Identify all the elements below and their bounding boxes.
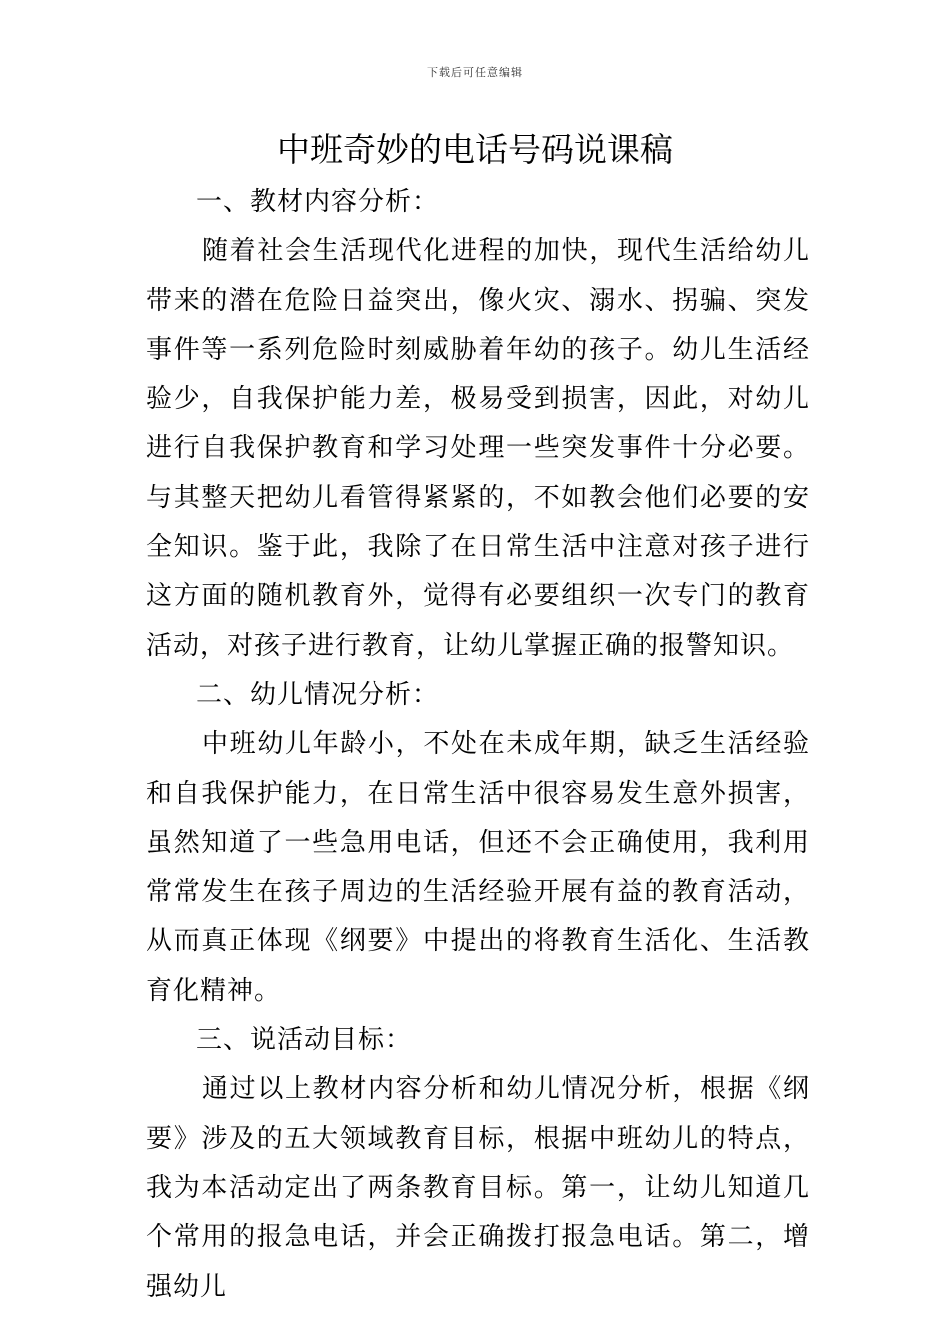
section-heading-children: 二、幼儿情况分析： (196, 679, 440, 710)
section-heading-objectives: 三、说活动目标： (196, 1025, 413, 1056)
section-body-children: 中班幼儿年龄小，不处在未成年期，缺乏生活经验和自我保护能力，在日常生活中很容易发生意外损害，虽然知道了一些急用电话，但还不会正确使用，我利用常常发生在孩子周边的生活经验开展有益的教育活动，从而真正体现《纲要》中提出的将教育生活化、生活教育化精神。 (146, 729, 810, 1006)
document-body (146, 178, 810, 1312)
section-heading-materials: 一、教材内容分析： (196, 187, 440, 217)
section-body-objectives: 通过以上教材内容分析和幼儿情况分析，根据《纲要》涉及的五大领域教育目标，根据中班幼儿的特点，我为本活动定出了两条教育目标。第一，让幼儿知道几个常用的报急电话，并会正确拨打报急电话。第二，增强幼儿 (146, 1074, 810, 1302)
section-body-materials: 随着社会生活现代化进程的加快，现代生活给幼儿带来的潜在危险日益突出，像火灾、溺水、拐骗、突发事件等一系列危险时刻威胁着年幼的孩子。幼儿生活经验少，自我保护能力差，极易受到损害，因此，对幼儿进行自我保护教育和学习处理一些突发事件十分必要。与其整天把幼儿看管得紧紧的，不如教会他们必要的安全知识。鉴于此，我除了在日常生活中注意对孩子进行这方面的随机教育外，觉得有必要组织一次专门的教育活动，对孩子进行教育，让幼儿掌握正确的报警知识。 (146, 236, 810, 661)
header-note: 下载后可任意编辑 (427, 66, 523, 79)
document-title: 中班奇妙的电话号码说课稿 (277, 130, 673, 169)
